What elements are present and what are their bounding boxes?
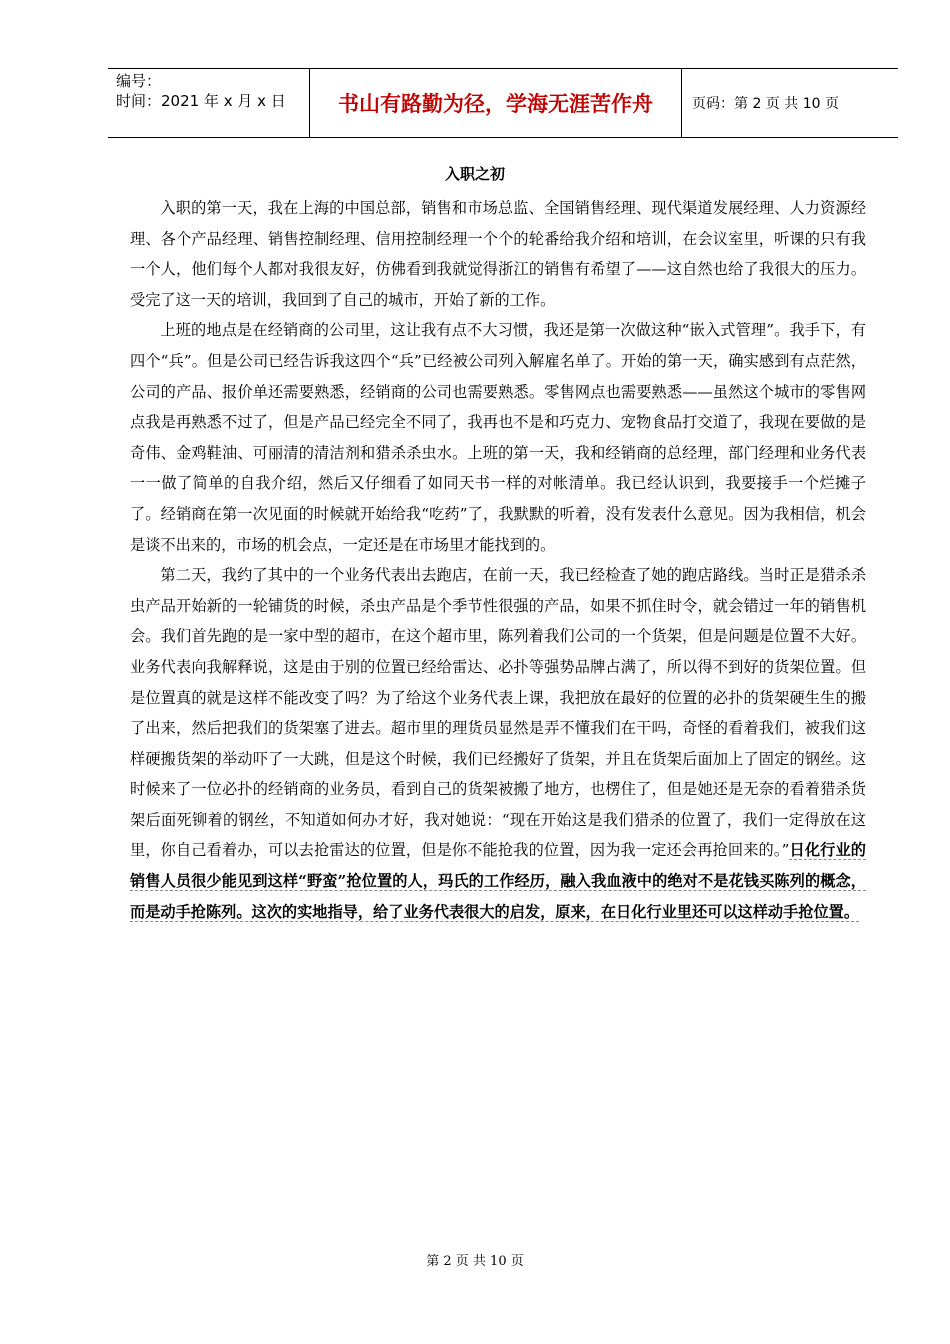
paragraph-text: 第二天，我约了其中的一个业务代表出去跑店，在前一天，我已经检查了她的跑店路线。当时正是猎杀杀虫产品开始新的一轮铺货的时候，杀虫产品是个季节性很强的产品，如果不抓住时令，就会错过一年的销售机会。我们首先跑的是一家中型的超市，在这个超市里，陈列着我们公司的一个货架，但是问题是位置不大好。业务代表向我解释说，这是由于别的位置已经给雷达、必扑等强势品牌占满了，所以得不到好的货架位置。但是位置真的就是这样不能改变了吗？为了给这个业务代表上课，我把放在最好的位置的必扑的货架硬生生的搬了出来，然后把我们的货架塞了进去。超市里的理货员显然是弄不懂我们在干吗，奇怪的看着我们，被我们这样硬搬货架的举动吓了一大跳，但是这个时候，我们已经搬好了货架，并且在货架后面加上了固定的钢丝。这时候来了一位必扑的经销商的业务员，看到自己的货架被搬了地方，也楞住了，但是她还是无奈的看着猎杀货架后面死铆着的钢丝，不知道如何办才好，我对她说：“现在开始这是我们猎杀的位置了，我们一定得放在这里，你自己看着办，可以去抢雷达的位置，但是你不能抢我的位置，因为我一定还会再抢回来的。” <box>130 566 866 860</box>
document-body <box>130 193 866 927</box>
paragraph: 入职的第一天，我在上海的中国总部，销售和市场总监、全国销售经理、现代渠道发展经理、人力资源经理、各个产品经理、销售控制经理、信用控制经理一个个的轮番给我介绍和培训，在会议室里，听课的只有我一个人，他们每个人都对我很友好，仿佛看到我就觉得浙江的销售有希望了——这自然也给了我很大的压力。受完了这一天的培训，我回到了自己的城市，开始了新的工作。 <box>130 199 866 309</box>
document-date-label: 时间：2021 年 x 月 x 日 <box>116 92 286 110</box>
document-title: 入职之初 <box>444 165 505 183</box>
page-header <box>108 68 898 138</box>
paragraph <box>130 560 866 927</box>
highlighted-conclusion: 日化行业的销售人员很少能见到这样“野蛮”抢位置的人，玛氏的工作经历，融入我血液中的绝对不是花钱买陈列的概念，而是动手抢陈列。这次的实地指导，给了业务代表很大的启发，原来，在日化行业里还可以这样动手抢位置。 <box>130 841 866 921</box>
page-footer: 第 2 页 共 10 页 <box>426 1254 524 1269</box>
document-number-label: 编号： <box>116 72 162 90</box>
header-motto: 书山有路勤为径，学海无涯苦作舟 <box>310 69 682 137</box>
paragraph: 上班的地点是在经销商的公司里，这让我有点不大习惯，我还是第一次做这种“嵌入式管理”。我手下，有四个“兵”。但是公司已经告诉我这四个“兵”已经被公司列入解雇名单了。开始的第一天，确实感到有点茫然，公司的产品、报价单还需要熟悉，经销商的公司也需要熟悉。零售网点也需要熟悉——虽然这个城市的零售网点我是再熟悉不过了，但是产品已经完全不同了，我再也不是和巧克力、宠物食品打交道了，我现在要做的是奇伟、金鸡鞋油、可丽清的清洁剂和猎杀杀虫水。上班的第一天，我和经销商的总经理，部门经理和业务代表一一做了简单的自我介绍，然后又仔细看了如同天书一样的对帐清单。我已经认识到，我要接手一个烂摊子了。经销商在第一次见面的时候就开始给我“吃药”了，我默默的听着，没有发表什么意见。因为我相信，机会是谈不出来的，市场的机会点，一定还是在市场里才能找到的。 <box>130 321 866 554</box>
header-meta <box>108 69 310 137</box>
header-page-info: 页码：第 2 页 共 10 页 <box>692 96 839 112</box>
